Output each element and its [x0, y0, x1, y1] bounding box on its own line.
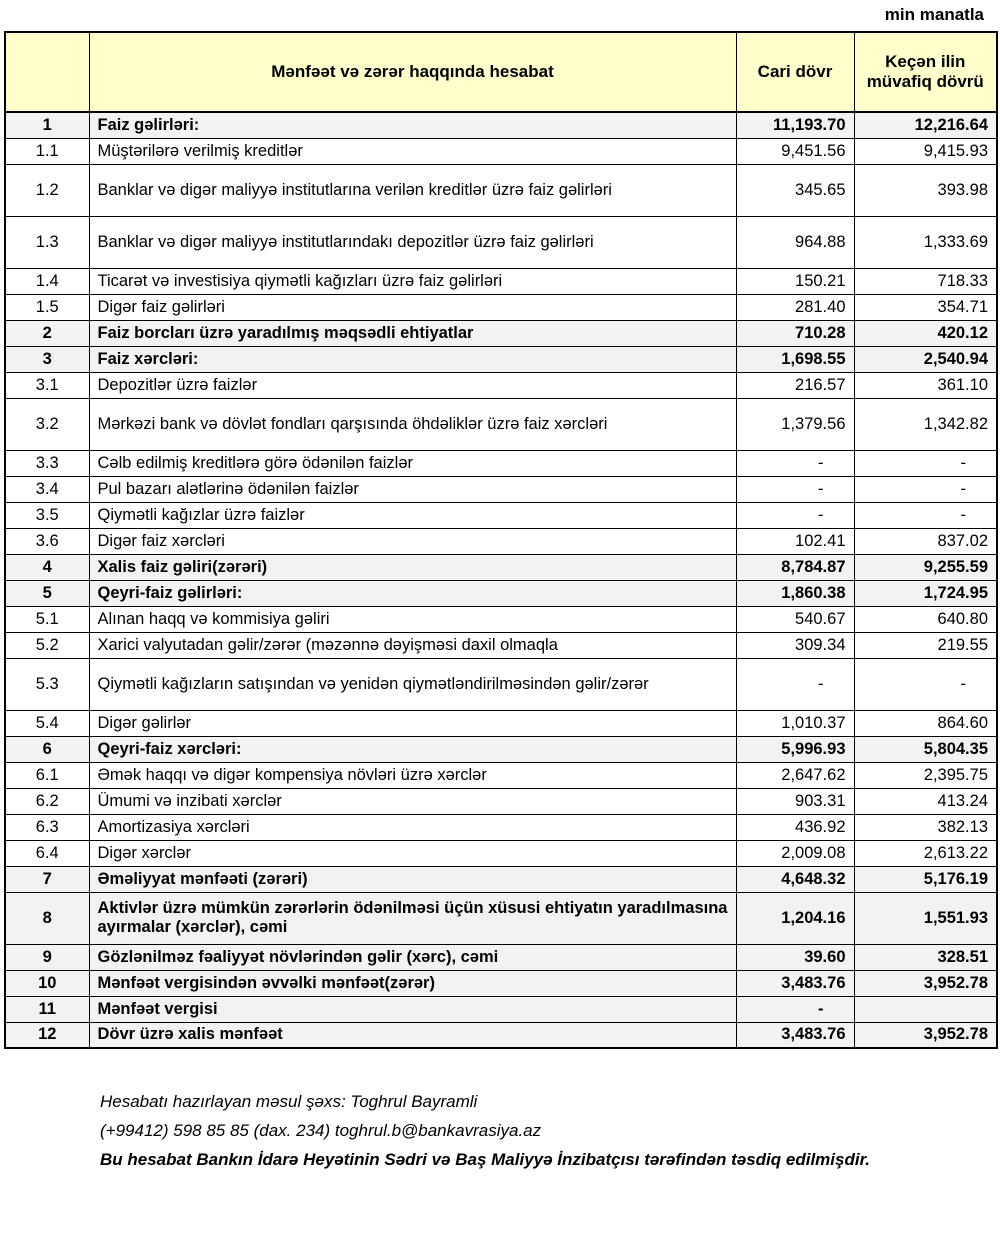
table-row [5, 294, 997, 320]
row-previous-value-cell: - [854, 502, 997, 528]
table-row [5, 164, 997, 216]
header-row [5, 32, 997, 112]
row-previous-value-cell: 413.24 [854, 788, 997, 814]
row-number-cell: 1.5 [5, 294, 89, 320]
row-number-cell: 6 [5, 736, 89, 762]
row-label-cell: Qiymətli kağızlar üzrə faizlər [89, 502, 736, 528]
row-current-value-cell: 1,379.56 [736, 398, 854, 450]
row-label-cell: Cəlb edilmiş kreditlərə görə ödənilən faizlər [89, 450, 736, 476]
row-label-cell: Gözlənilməz fəaliyyət növlərindən gəlir (xərc), cəmi [89, 944, 736, 970]
row-number-cell: 12 [5, 1022, 89, 1048]
row-number-cell: 5.2 [5, 632, 89, 658]
row-number-cell: 3 [5, 346, 89, 372]
row-current-value-cell: 2,647.62 [736, 762, 854, 788]
row-previous-value-cell [854, 996, 997, 1022]
row-previous-value-cell: 354.71 [854, 294, 997, 320]
row-previous-value-cell: 9,415.93 [854, 138, 997, 164]
row-previous-value-cell: 2,395.75 [854, 762, 997, 788]
row-label-cell: Amortizasiya xərcləri [89, 814, 736, 840]
row-current-value-cell: 39.60 [736, 944, 854, 970]
row-current-value-cell: 150.21 [736, 268, 854, 294]
row-number-cell: 3.3 [5, 450, 89, 476]
row-number-cell: 1.2 [5, 164, 89, 216]
row-current-value-cell: 436.92 [736, 814, 854, 840]
row-label-cell: Müştərilərə verilmiş kreditlər [89, 138, 736, 164]
row-label-cell: Digər xərclər [89, 840, 736, 866]
row-current-value-cell: 8,784.87 [736, 554, 854, 580]
row-previous-value-cell: 219.55 [854, 632, 997, 658]
row-number-cell: 6.2 [5, 788, 89, 814]
row-number-cell: 3.6 [5, 528, 89, 554]
row-label-cell: Xalis faiz gəliri(zərəri) [89, 554, 736, 580]
row-label-cell: Əmək haqqı və digər kompensiya növləri üzrə xərclər [89, 762, 736, 788]
row-number-cell: 3.2 [5, 398, 89, 450]
row-previous-value-cell: 640.80 [854, 606, 997, 632]
row-previous-value-cell: 837.02 [854, 528, 997, 554]
row-current-value-cell: - [736, 502, 854, 528]
row-previous-value-cell: 2,540.94 [854, 346, 997, 372]
table-row [5, 580, 997, 606]
table-row [5, 112, 997, 138]
row-current-value-cell: - [736, 476, 854, 502]
row-current-value-cell: 964.88 [736, 216, 854, 268]
row-number-cell: 7 [5, 866, 89, 892]
table-row [5, 632, 997, 658]
row-number-cell: 3.4 [5, 476, 89, 502]
row-current-value-cell: - [736, 450, 854, 476]
row-number-cell: 9 [5, 944, 89, 970]
row-label-cell: Aktivlər üzrə mümkün zərərlərin ödənilməsi üçün xüsusi ehtiyatın yaradılmasına ayırmalar (xərclər), cəmi [89, 892, 736, 944]
row-current-value-cell: 5,996.93 [736, 736, 854, 762]
footer-contact: (+99412) 598 85 85 (dax. 234) toghrul.b@bankavrasiya.az [100, 1121, 542, 1140]
row-current-value-cell: 216.57 [736, 372, 854, 398]
table-row [5, 346, 997, 372]
row-number-cell: 8 [5, 892, 89, 944]
row-previous-value-cell: 5,804.35 [854, 736, 997, 762]
row-current-value-cell: 4,648.32 [736, 866, 854, 892]
row-current-value-cell: 2,009.08 [736, 840, 854, 866]
row-previous-value-cell: 864.60 [854, 710, 997, 736]
row-current-value-cell: - [736, 996, 854, 1022]
row-previous-value-cell: 9,255.59 [854, 554, 997, 580]
row-current-value-cell: 345.65 [736, 164, 854, 216]
row-label-cell: Dövr üzrə xalis mənfəət [89, 1022, 736, 1048]
header-title-cell: Mənfəət və zərər haqqında hesabat [89, 32, 736, 112]
header-previous-period-cell: Keçən ilin müvafiq dövrü [854, 32, 997, 112]
row-number-cell: 3.1 [5, 372, 89, 398]
table-row [5, 476, 997, 502]
table-row [5, 606, 997, 632]
row-current-value-cell: 540.67 [736, 606, 854, 632]
table-row [5, 892, 997, 944]
row-previous-value-cell: 1,551.93 [854, 892, 997, 944]
row-previous-value-cell: 718.33 [854, 268, 997, 294]
row-number-cell: 6.3 [5, 814, 89, 840]
row-number-cell: 5.1 [5, 606, 89, 632]
table-row [5, 658, 997, 710]
table-row [5, 372, 997, 398]
row-current-value-cell: 903.31 [736, 788, 854, 814]
row-label-cell: Alınan haqq və kommisiya gəliri [89, 606, 736, 632]
row-number-cell: 1.3 [5, 216, 89, 268]
row-previous-value-cell: 393.98 [854, 164, 997, 216]
row-previous-value-cell: - [854, 658, 997, 710]
table-row [5, 788, 997, 814]
table-row [5, 996, 997, 1022]
table-row [5, 268, 997, 294]
row-number-cell: 5.4 [5, 710, 89, 736]
income-statement-table [4, 31, 998, 1049]
row-label-cell: Depozitlər üzrə faizlər [89, 372, 736, 398]
row-current-value-cell: 710.28 [736, 320, 854, 346]
row-previous-value-cell: 2,613.22 [854, 840, 997, 866]
table-row [5, 866, 997, 892]
row-current-value-cell: 1,860.38 [736, 580, 854, 606]
row-label-cell: Digər faiz gəlirləri [89, 294, 736, 320]
row-number-cell: 1.1 [5, 138, 89, 164]
row-previous-value-cell: - [854, 476, 997, 502]
footer [100, 1087, 996, 1174]
row-previous-value-cell: 328.51 [854, 944, 997, 970]
table-body [5, 112, 997, 1048]
row-label-cell: Faiz xərcləri: [89, 346, 736, 372]
row-label-cell: Ticarət və investisiya qiymətli kağızları üzrə faiz gəlirləri [89, 268, 736, 294]
header-number-cell [5, 32, 89, 112]
row-label-cell: Faiz gəlirləri: [89, 112, 736, 138]
row-previous-value-cell: 420.12 [854, 320, 997, 346]
row-label-cell: Mərkəzi bank və dövlət fondları qarşısında öhdəliklər üzrə faiz xərcləri [89, 398, 736, 450]
row-current-value-cell: 281.40 [736, 294, 854, 320]
footer-approval: Bu hesabat Bankın İdarə Heyətinin Sədri və Baş Maliyyə İnzibatçısı tərəfindən təsdiq edilmişdir. [100, 1150, 870, 1169]
row-previous-value-cell: 1,724.95 [854, 580, 997, 606]
row-number-cell: 2 [5, 320, 89, 346]
table-row [5, 554, 997, 580]
table-row [5, 970, 997, 996]
table-row [5, 736, 997, 762]
row-current-value-cell: - [736, 658, 854, 710]
row-label-cell: Əməliyyat mənfəəti (zərəri) [89, 866, 736, 892]
row-previous-value-cell: 5,176.19 [854, 866, 997, 892]
header-current-period-cell: Cari dövr [736, 32, 854, 112]
table-row [5, 138, 997, 164]
row-previous-value-cell: 1,342.82 [854, 398, 997, 450]
row-number-cell: 6.1 [5, 762, 89, 788]
row-current-value-cell: 309.34 [736, 632, 854, 658]
table-row [5, 762, 997, 788]
row-label-cell: Ümumi və inzibati xərclər [89, 788, 736, 814]
row-label-cell: Banklar və digər maliyyə institutlarına verilən kreditlər üzrə faiz gəlirləri [89, 164, 736, 216]
row-current-value-cell: 1,204.16 [736, 892, 854, 944]
table-row [5, 528, 997, 554]
row-number-cell: 4 [5, 554, 89, 580]
row-current-value-cell: 3,483.76 [736, 1022, 854, 1048]
table-row [5, 710, 997, 736]
row-previous-value-cell: 382.13 [854, 814, 997, 840]
unit-label: min manatla [884, 5, 984, 24]
table-row [5, 398, 997, 450]
table-row [5, 840, 997, 866]
row-label-cell: Digər faiz xərcləri [89, 528, 736, 554]
table-row [5, 944, 997, 970]
row-current-value-cell: 9,451.56 [736, 138, 854, 164]
row-label-cell: Mənfəət vergisi [89, 996, 736, 1022]
table-row [5, 216, 997, 268]
row-label-cell: Mənfəət vergisindən əvvəlki mənfəət(zərər) [89, 970, 736, 996]
row-current-value-cell: 3,483.76 [736, 970, 854, 996]
row-current-value-cell: 1,010.37 [736, 710, 854, 736]
row-current-value-cell: 102.41 [736, 528, 854, 554]
row-label-cell: Digər gəlirlər [89, 710, 736, 736]
row-label-cell: Qeyri-faiz gəlirləri: [89, 580, 736, 606]
row-number-cell: 3.5 [5, 502, 89, 528]
table-row [5, 320, 997, 346]
row-number-cell: 1.4 [5, 268, 89, 294]
row-previous-value-cell: 3,952.78 [854, 970, 997, 996]
row-label-cell: Banklar və digər maliyyə institutlarındakı depozitlər üzrə faiz gəlirləri [89, 216, 736, 268]
table-row [5, 450, 997, 476]
row-label-cell: Qiymətli kağızların satışından və yenidən qiymətləndirilməsindən gəlir/zərər [89, 658, 736, 710]
table-row [5, 502, 997, 528]
row-current-value-cell: 11,193.70 [736, 112, 854, 138]
row-previous-value-cell: 361.10 [854, 372, 997, 398]
footer-prepared-by: Hesabatı hazırlayan məsul şəxs: Toghrul Bayramli [100, 1092, 478, 1111]
row-previous-value-cell: 12,216.64 [854, 112, 997, 138]
table-row [5, 814, 997, 840]
row-current-value-cell: 1,698.55 [736, 346, 854, 372]
row-label-cell: Pul bazarı alətlərinə ödənilən faizlər [89, 476, 736, 502]
row-number-cell: 10 [5, 970, 89, 996]
row-label-cell: Faiz borcları üzrə yaradılmış məqsədli ehtiyatlar [89, 320, 736, 346]
row-label-cell: Xarici valyutadan gəlir/zərər (məzənnə dəyişməsi daxil olmaqla [89, 632, 736, 658]
row-previous-value-cell: 1,333.69 [854, 216, 997, 268]
table-row [5, 1022, 997, 1048]
row-number-cell: 5.3 [5, 658, 89, 710]
row-number-cell: 11 [5, 996, 89, 1022]
row-number-cell: 5 [5, 580, 89, 606]
row-previous-value-cell: - [854, 450, 997, 476]
row-number-cell: 6.4 [5, 840, 89, 866]
row-previous-value-cell: 3,952.78 [854, 1022, 997, 1048]
row-label-cell: Qeyri-faiz xərcləri: [89, 736, 736, 762]
row-number-cell: 1 [5, 112, 89, 138]
